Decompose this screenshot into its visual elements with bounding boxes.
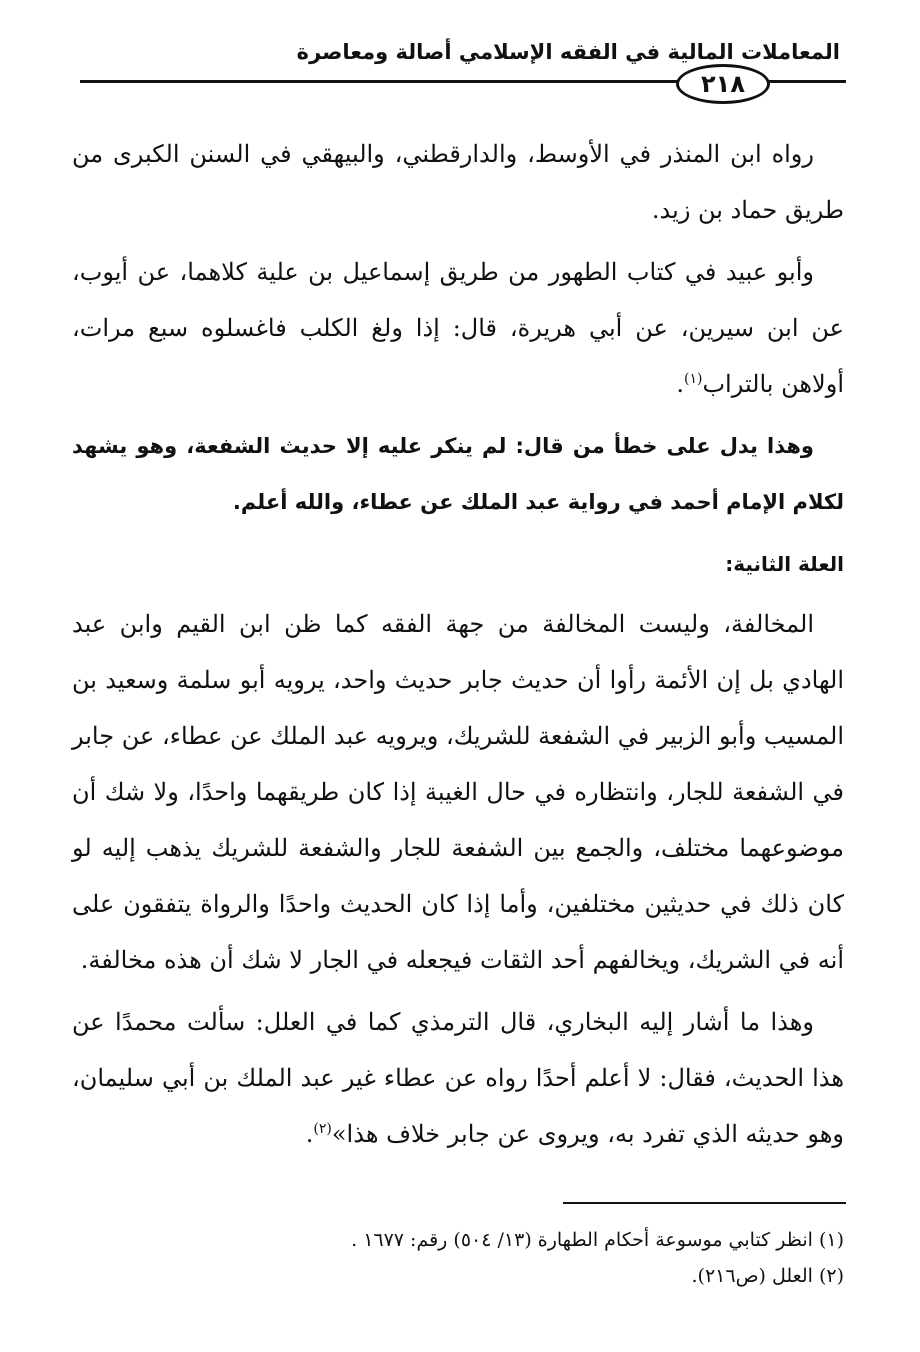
main-text xyxy=(72,126,844,1168)
paragraph-text: رواه ابن المنذر في الأوسط، والدارقطني، والبيهقي في السنن الكبرى من طريق حماد بن زيد. xyxy=(72,140,844,224)
footnote-ref[interactable]: (٢) xyxy=(313,1121,332,1137)
section-subheading xyxy=(72,536,844,592)
paragraph xyxy=(72,596,844,988)
paragraph-text: وأبو عبيد في كتاب الطهور من طريق إسماعيل بن علية كلاهما، عن أيوب، عن ابن سيرين، عن أبي هريرة، قال: إذا ولغ الكلب فاغسلوه سبع مرات، أولاهن بالتراب xyxy=(72,258,844,398)
paragraph xyxy=(72,418,844,530)
paragraph-tail: . xyxy=(676,370,684,398)
paragraph xyxy=(72,244,844,412)
paragraph-tail: . xyxy=(305,1120,314,1148)
paragraph xyxy=(72,994,844,1162)
footnote: (٢) العلل (ص٢١٦). xyxy=(691,1265,844,1287)
running-header-title: المعاملات المالية في الفقه الإسلامي أصالة ومعاصرة xyxy=(296,40,840,64)
paragraph-text: المخالفة، وليست المخالفة من جهة الفقه كما ظن ابن القيم وابن عبد الهادي بل إن الأئمة رأوا أن حديث جابر حديث واحد، يرويه أبو سلمة وسعيد بن المسيب وأبو الزبير في الشفعة للشريك، ويرويه عبد الملك عن عطاء، عن جابر في الشفعة للجار، وانتظاره في حال الغيبة إذا كان طريقهما واحدًا، ولا شك أن موضوعهما مختلف، والجمع بين الشفعة للجار والشفعة للشريك يذهب إليه لو كان ذلك في حديثين مختلفين، وأما إذا كان الحديث واحدًا والرواة يتفقون على أنه في الشريك، ويخالفهم أحد الثقات فيجعله في الجار لا شك أن هذه مخالفة. xyxy=(72,610,844,974)
paragraph-text: وهذا يدل على خطأ من قال: لم ينكر عليه إلا حديث الشفعة، وهو يشهد لكلام الإمام أحمد في رواية عبد الملك عن عطاء، والله أعلم. xyxy=(72,434,844,514)
page-number-badge: ٢١٨ xyxy=(676,64,770,104)
footnote-ref[interactable]: (١) xyxy=(683,371,703,387)
subheading-text: العلة الثانية: xyxy=(725,552,844,576)
footnote-separator xyxy=(563,1202,846,1204)
paragraph-text: وهذا ما أشار إليه البخاري، قال الترمذي كما في العلل: سألت محمدًا عن هذا الحديث، فقال: لا أعلم أحدًا رواه عن عطاء غير عبد الملك بن أبي سليمان، وهو حديثه الذي تفرد به، ويروى عن جابر خلاف هذا» xyxy=(72,1008,844,1148)
footnotes xyxy=(72,1222,844,1294)
footnote: (١) انظر كتابي موسوعة أحكام الطهارة (١٣/ ٥٠٤) رقم: ١٦٧٧ . xyxy=(351,1229,844,1251)
paragraph xyxy=(72,126,844,238)
